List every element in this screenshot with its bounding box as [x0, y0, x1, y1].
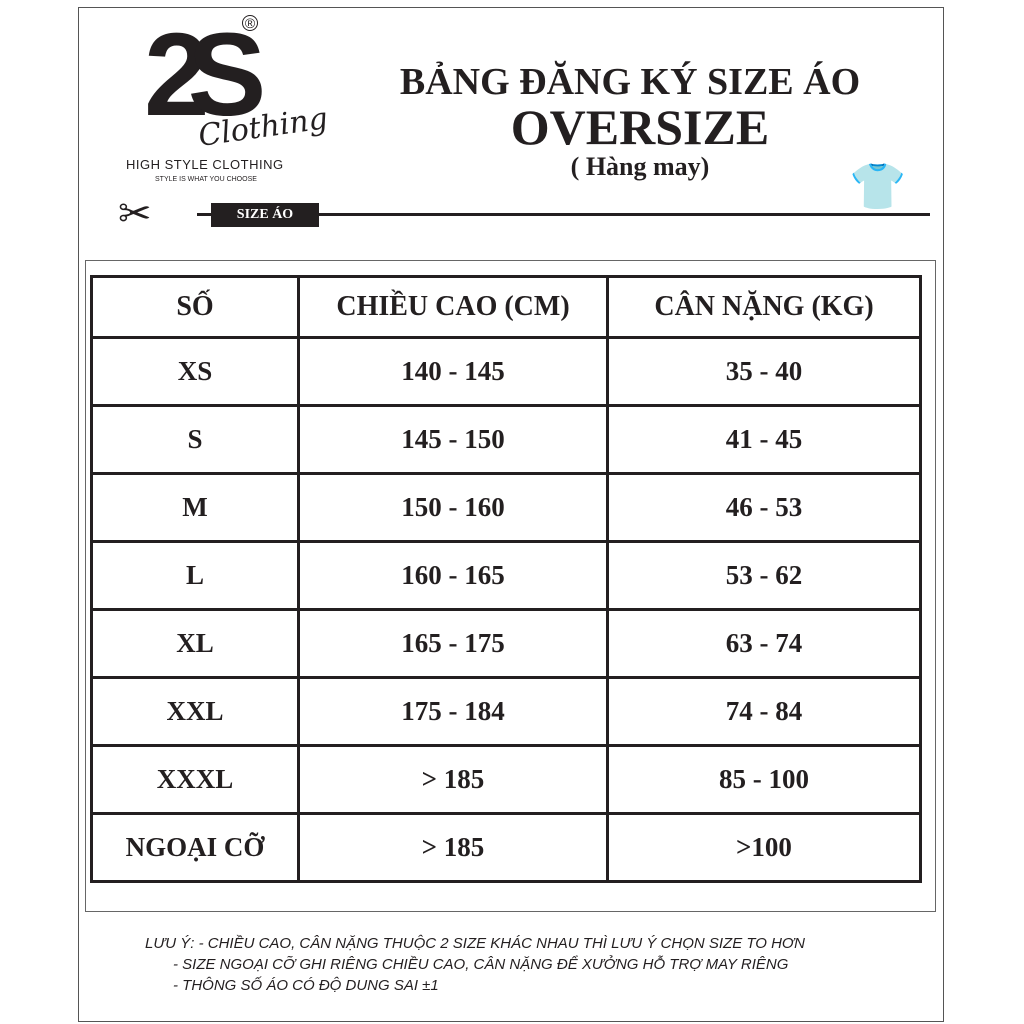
cell-size: XL [92, 610, 299, 678]
cell-weight: 41 - 45 [608, 406, 921, 474]
cell-height: 140 - 145 [299, 338, 608, 406]
logo-script: Clothing [196, 101, 330, 154]
cell-weight: 85 - 100 [608, 746, 921, 814]
cell-size: XS [92, 338, 299, 406]
note-line: - SIZE NGOẠI CỠ GHI RIÊNG CHIỀU CAO, CÂN NẶNG ĐỂ XƯỞNG HỖ TRỢ MAY RIÊNG [173, 956, 789, 973]
cell-height: > 185 [299, 814, 608, 882]
table-row [92, 406, 921, 474]
note-line: - THÔNG SỐ ÁO CÓ ĐỘ DUNG SAI ±1 [173, 977, 439, 994]
table-header [92, 277, 921, 338]
cell-weight: 74 - 84 [608, 678, 921, 746]
cell-height: 175 - 184 [299, 678, 608, 746]
shirt-icon: 👕 [849, 161, 907, 212]
page-subtitle: OVERSIZE [510, 99, 770, 155]
note-line: LƯU Ý: - CHIỀU CAO, CÂN NẶNG THUỘC 2 SIZE KHÁC NHAU THÌ LƯU Ý CHỌN SIZE TO HƠN [145, 935, 805, 952]
header-height: CHIỀU CAO (CM) [299, 277, 608, 338]
size-label: SIZE ÁO [211, 203, 319, 227]
table-row [92, 610, 921, 678]
table-row [92, 338, 921, 406]
cell-size: L [92, 542, 299, 610]
page-title: BẢNG ĐĂNG KÝ SIZE ÁO [399, 61, 861, 103]
cell-height: 150 - 160 [299, 474, 608, 542]
brand-tagline: HIGH STYLE CLOTHING [126, 157, 284, 172]
table-row [92, 678, 921, 746]
cell-weight: >100 [608, 814, 921, 882]
registered-mark: ® [242, 15, 258, 31]
table-row [92, 474, 921, 542]
cell-height: 165 - 175 [299, 610, 608, 678]
header-size: SỐ [92, 277, 299, 338]
size-table [90, 275, 922, 883]
cell-height: 145 - 150 [299, 406, 608, 474]
cell-size: S [92, 406, 299, 474]
table-row [92, 814, 921, 882]
table-row [92, 542, 921, 610]
cell-weight: 35 - 40 [608, 338, 921, 406]
cell-size: XXL [92, 678, 299, 746]
cell-size: XXXL [92, 746, 299, 814]
cell-size: NGOẠI CỠ [92, 814, 299, 882]
page-note: ( Hàng may) [570, 152, 710, 181]
cell-weight: 46 - 53 [608, 474, 921, 542]
cell-height: 160 - 165 [299, 542, 608, 610]
scissors-icon: ✂ [118, 191, 152, 236]
cell-weight: 63 - 74 [608, 610, 921, 678]
cell-height: > 185 [299, 746, 608, 814]
cell-size: M [92, 474, 299, 542]
notes [145, 933, 805, 996]
cell-weight: 53 - 62 [608, 542, 921, 610]
header-weight: CÂN NẶNG (KG) [608, 277, 921, 338]
table-row [92, 746, 921, 814]
brand-slogan: STYLE IS WHAT YOU CHOOSE [155, 176, 257, 183]
logo-mark: 2S [144, 9, 245, 141]
